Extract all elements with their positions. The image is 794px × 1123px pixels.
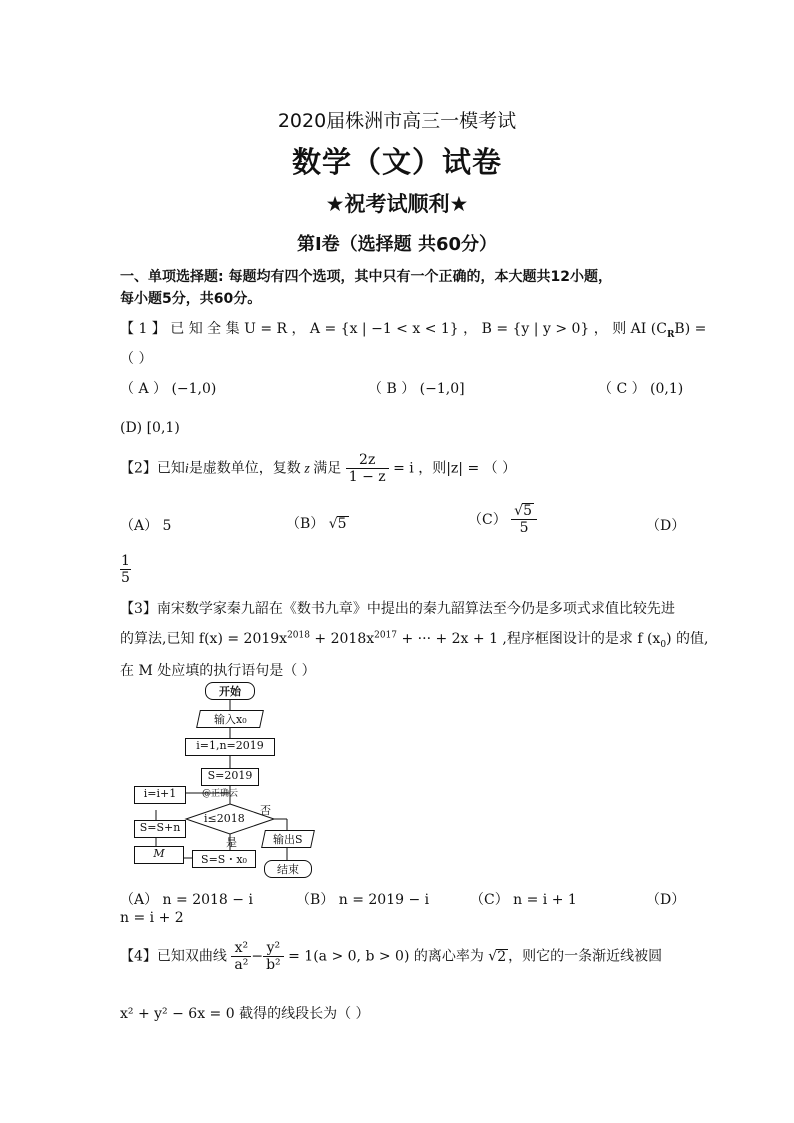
flowchart-no-label: 否 — [260, 804, 271, 817]
flowchart-input-text: 输入x₀ — [213, 713, 247, 726]
flowchart-increment: i=i+1 — [134, 786, 186, 804]
question-4-number: 【4】 — [120, 948, 157, 965]
question-1-stem — [120, 318, 706, 340]
question-2-frac-den: 1 − z — [348, 469, 386, 486]
question-4-line2: x² + y² − 6x = 0 截得的线段长为（ ） — [120, 1006, 370, 1022]
question-1-text-end: B) = — [674, 321, 707, 337]
question-2-text-e: |z| = （ ） — [446, 460, 517, 477]
wish-line: ★祝考试顺利★ — [325, 192, 469, 216]
question-2-option-c[interactable] — [468, 503, 537, 536]
question-3-line3: 在 M 处应填的执行语句是（ ） — [120, 663, 316, 679]
question-4-frac-y — [263, 940, 284, 973]
question-2-option-b-value: 5 — [337, 516, 347, 532]
exam-title: 2020届株洲市高三一模考试 — [277, 110, 517, 132]
question-2-text-b: 是虚数单位，复数 — [188, 460, 301, 477]
part-title: 第Ⅰ卷（选择题 共60分） — [296, 234, 497, 255]
question-3-option-d-label[interactable]: （D） — [646, 892, 686, 908]
flowchart-multiply: S=S・x₀ — [192, 850, 256, 868]
flowchart-input — [196, 710, 264, 728]
flowchart-s-init: S=2019 — [201, 768, 259, 786]
section-heading-line1: 一、单项选择题: 每题均有四个选项，其中只有一个正确的，本大题共12小题， — [120, 269, 612, 285]
question-4-frac-x-num: x² — [231, 940, 251, 957]
question-3-option-c[interactable]: （C） n = i + 1 — [470, 892, 577, 908]
question-1-option-b[interactable]: （ B ） (−1,0] — [368, 381, 465, 397]
question-4-text-b: = 1(a > 0, b > 0) 的离心率为 — [288, 948, 484, 965]
question-4-frac-x — [231, 940, 251, 973]
question-2-text-a: 已知 — [156, 460, 185, 477]
subject-title: 数学（文）试卷 — [291, 145, 502, 179]
flowchart-condition: i≤2018 — [204, 812, 245, 825]
question-2-option-c-den: 5 — [519, 520, 529, 537]
question-2-option-b[interactable]: （B） √5 — [286, 516, 347, 532]
question-1-subscript: R — [666, 329, 675, 340]
question-4-minus: − — [251, 948, 264, 965]
flowchart-output — [261, 830, 315, 848]
flowchart-start: 开始 — [205, 682, 255, 700]
question-2-option-c-label: （C） — [468, 511, 507, 528]
question-3-option-b[interactable]: （B） n = 2019 − i — [296, 892, 430, 908]
question-4-frac-y-den: b² — [266, 957, 281, 974]
question-3-number: 【3】 — [120, 601, 157, 617]
question-3-option-a[interactable]: （A） n = 2018 − i — [120, 892, 253, 908]
question-2-fraction — [346, 452, 389, 485]
question-4-text-c: ，则它的一条渐近线被圆 — [508, 948, 663, 965]
question-2-text-d: = i ，则 — [393, 460, 447, 477]
question-3-line1 — [120, 598, 675, 618]
flowchart-m: M — [134, 846, 184, 864]
question-2-option-d-den: 5 — [121, 570, 130, 587]
question-2-option-d-num: 1 — [121, 553, 130, 569]
question-4-stem: 【4】已知双曲线 $\frac{\text{x²}}{\text{a²}}$ − $\frac{\text{y²}}{\text{b²}}$ = 1(a > 0, b > 0) 的离心率为 √2 ，则它的一条渐近线被圆 — [120, 940, 663, 974]
question-4-frac-x-den: a² — [234, 957, 249, 974]
question-2-text-c: 满足 — [313, 460, 342, 477]
question-3-option-d-value: n = i + 2 — [120, 910, 184, 926]
question-4-text-a: 已知双曲线 — [156, 948, 227, 965]
question-1-blank: （ ） — [120, 351, 153, 367]
question-2-option-c-frac: $\frac{√5}{5}$ — [511, 503, 537, 536]
question-1-option-d[interactable]: (D) [0,1) — [120, 420, 180, 436]
flowchart-output-text: 输出S — [273, 833, 303, 846]
question-1-option-c[interactable]: （ C ） (0,1) — [598, 381, 684, 397]
question-3-text-2a: 的算法,已知 f(x) = 2019x — [120, 631, 288, 647]
flowchart-watermark: @正确云 — [202, 789, 239, 799]
question-1-text: 已 知 全 集 U = R ， A = {x | −1 < x < 1} ， B = {y | y > 0} ， 则 AI (C — [170, 321, 667, 337]
question-1-number: 【 1 】 — [120, 321, 166, 337]
question-2-number: 【2】 — [120, 460, 157, 477]
question-3-text-2d: ) 的值, — [666, 631, 709, 647]
question-2-option-d-label[interactable]: （D） — [646, 518, 686, 534]
question-1-option-a[interactable]: （ A ） (−1,0) — [120, 381, 217, 397]
flowchart-end: 结束 — [264, 860, 312, 878]
flowchart-add: S=S+n — [134, 820, 186, 838]
question-2-option-d-frac — [120, 553, 131, 586]
question-3-sub0: 0 — [660, 639, 667, 650]
section-heading-line2: 每小题5分，共60分。 — [120, 291, 262, 307]
question-2-option-a[interactable]: （A） 5 — [120, 518, 172, 534]
question-3-exp1: 2018 — [287, 630, 310, 641]
flowchart-init: i=1,n=2019 — [185, 738, 275, 756]
question-4-sqrt: 2 — [497, 948, 507, 965]
flowchart-yes-label: 是 — [226, 836, 237, 849]
question-3-text-2c: + ··· + 2x + 1 ,程序框图设计的是求 f (x — [397, 631, 661, 647]
question-2-option-c-num: 5 — [523, 503, 533, 519]
flowchart — [122, 680, 322, 884]
question-3-text-1: 南宋数学家秦九韶在《数书九章》中提出的秦九韶算法至今仍是多项式求值比较先进 — [156, 601, 675, 617]
question-3-exp2: 2017 — [374, 630, 398, 641]
question-3-text-2b: + 2018x — [309, 631, 375, 647]
question-3-line2 — [120, 628, 708, 650]
question-4-frac-y-num: y² — [263, 940, 284, 957]
question-2-frac-num: 2z — [346, 452, 389, 469]
question-2-option-b-label: （B） — [286, 516, 325, 532]
question-2-stem: 【2】已知i是虚数单位，复数 z 满足 $\frac{2z}{1 - z}$ = i ，则|z| = （ ） — [120, 452, 517, 486]
